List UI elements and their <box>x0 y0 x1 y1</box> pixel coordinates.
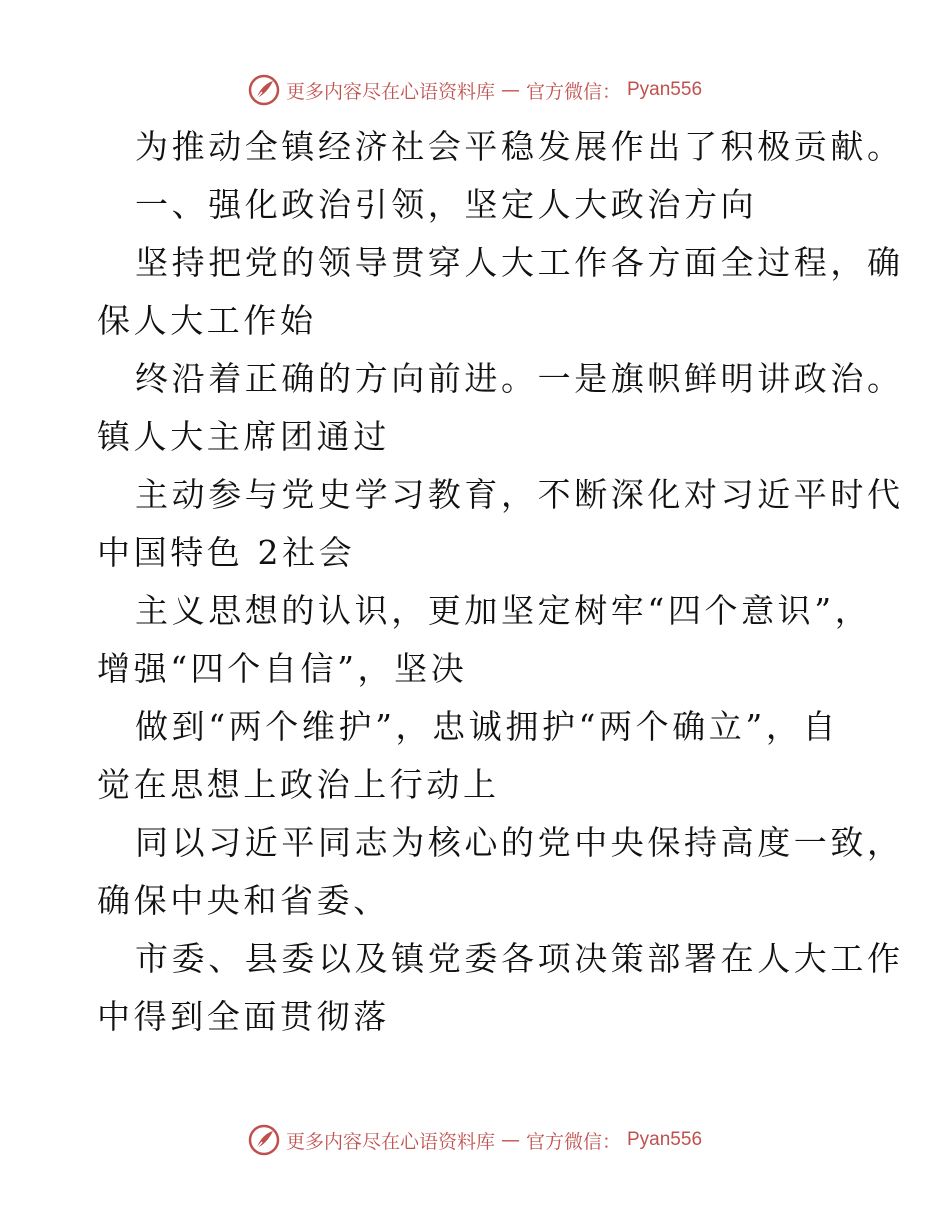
text-line: 觉在思想上政治上行动上 <box>97 765 500 804</box>
footer-watermark <box>0 1124 950 1156</box>
watermark-separator: — <box>500 79 520 101</box>
section-heading: 一、强化政治引领，坚定人大政治方向 <box>135 185 758 224</box>
watermark-separator: — <box>500 1129 520 1151</box>
watermark-wechat-id: Pyan556 <box>627 1129 703 1150</box>
watermark-wechat-label: 官方微信： <box>525 80 621 103</box>
text-line: 保人大工作始 <box>97 301 317 340</box>
text-line: 坚持把党的领导贯穿人大工作各方面全过程，确 <box>135 243 904 282</box>
watermark-wechat-label: 官方微信： <box>525 1130 621 1153</box>
text-line: 镇人大主席团通过 <box>97 417 390 456</box>
text-line: 主义思想的认识，更加坚定树牢“四个意识”， <box>135 591 872 630</box>
watermark-text: 更多内容尽在心语资料库 <box>285 1130 495 1153</box>
header-watermark <box>0 74 950 106</box>
text-line: 增强“四个自信”，坚决 <box>97 649 468 688</box>
feather-logo-icon <box>248 1124 280 1156</box>
feather-logo-icon <box>248 74 280 106</box>
text-line: 市委、县委以及镇党委各项决策部署在人大工作 <box>135 939 904 978</box>
text-line: 中得到全面贯彻落 <box>97 997 390 1036</box>
text-line: 中国特色 2社会 <box>97 533 356 572</box>
text-line: 确保中央和省委、 <box>97 881 390 920</box>
watermark-wechat-id: Pyan556 <box>627 79 703 100</box>
watermark-text: 更多内容尽在心语资料库 <box>285 80 495 103</box>
text-line: 终沿着正确的方向前进。一是旗帜鲜明讲政治。 <box>135 359 904 398</box>
text-line: 做到“两个维护”，忠诚拥护“两个确立”，自 <box>135 707 840 746</box>
text-line: 主动参与党史学习教育，不断深化对习近平时代 <box>135 475 904 514</box>
text-line: 为推动全镇经济社会平稳发展作出了积极贡献。 <box>135 127 904 166</box>
text-line: 同以习近平同志为核心的党中央保持高度一致， <box>135 823 904 862</box>
